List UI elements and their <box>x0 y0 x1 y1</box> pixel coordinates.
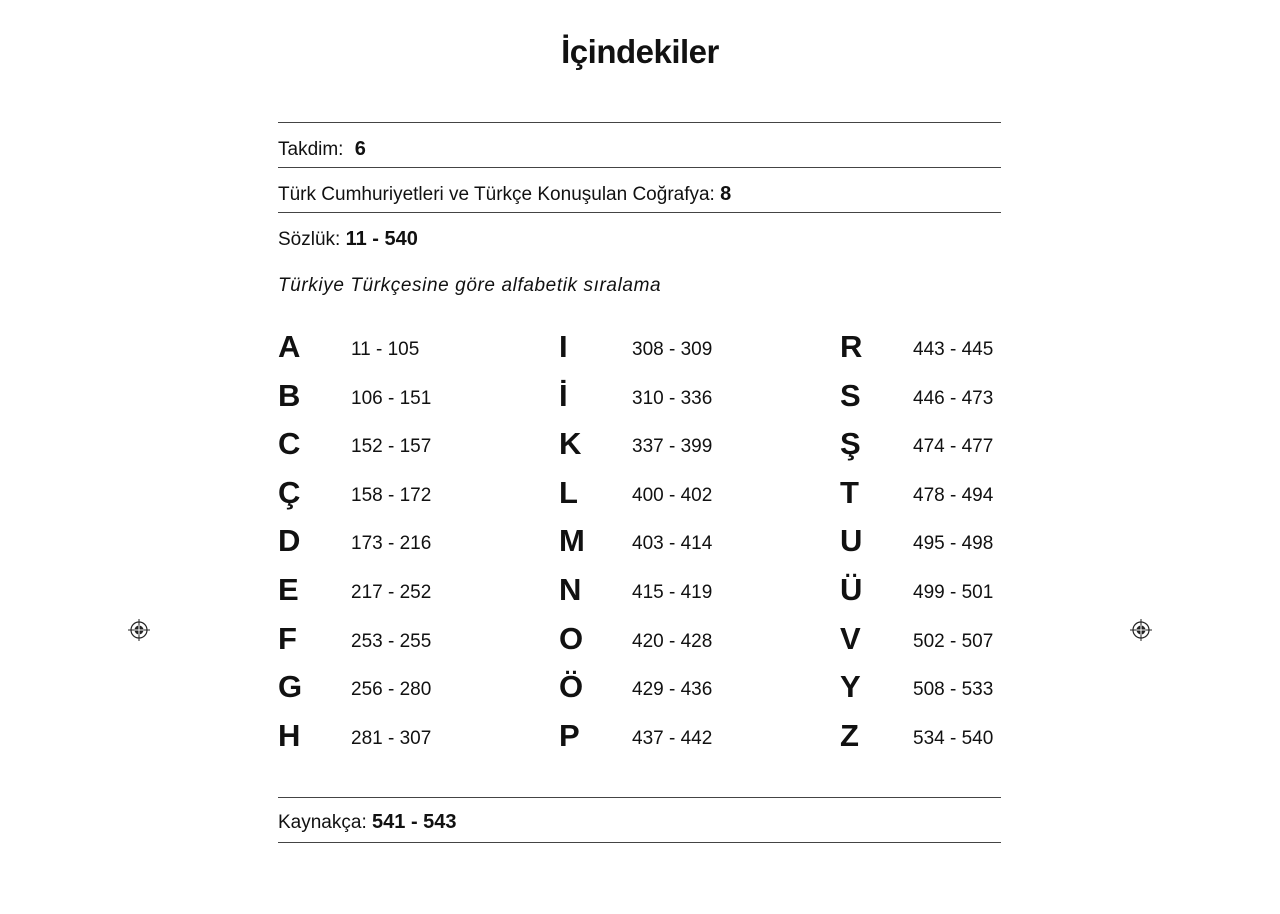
registration-mark-icon <box>1130 619 1152 641</box>
page-range: 310 - 336 <box>632 387 713 409</box>
divider <box>278 842 1001 843</box>
letter-entry <box>278 619 518 663</box>
takdim-label: Takdim: <box>278 139 344 160</box>
letter-entry <box>840 473 1080 517</box>
letter-entry <box>559 716 799 760</box>
page-range: 308 - 309 <box>632 339 713 360</box>
page-range: 446 - 473 <box>913 387 994 409</box>
letter-entry <box>278 473 518 517</box>
letter-index <box>278 327 1001 767</box>
page-title: İçindekiler <box>561 33 719 70</box>
letter: Ş <box>840 426 861 462</box>
letter: A <box>278 329 301 364</box>
page-range: 499 - 501 <box>913 582 994 603</box>
page-range: 502 - 507 <box>913 630 994 652</box>
letter: E <box>278 572 299 607</box>
letter-entry <box>840 521 1080 565</box>
letter: U <box>840 523 863 559</box>
letter: H <box>278 717 301 753</box>
letter-entry <box>278 667 518 711</box>
page-range: 253 - 255 <box>351 630 432 652</box>
kaynakca-label: Kaynakça: <box>278 812 367 833</box>
letter: M <box>559 523 585 559</box>
letter-entry <box>559 327 799 371</box>
page-range: 152 - 157 <box>351 436 432 458</box>
letter: Ç <box>278 474 301 510</box>
letter: Y <box>840 669 861 705</box>
page-range: 217 - 252 <box>351 582 432 603</box>
page-range: 337 - 399 <box>632 436 713 458</box>
page-range: 281 - 307 <box>351 727 432 749</box>
letter: B <box>278 377 301 413</box>
letter: C <box>278 426 301 462</box>
letter: D <box>278 523 301 559</box>
page-range: 429 - 436 <box>632 679 713 701</box>
letter-entry <box>840 619 1080 663</box>
letter-entry <box>840 424 1080 468</box>
letter: I <box>559 329 568 364</box>
divider <box>278 212 1001 213</box>
page-range: 534 - 540 <box>913 727 994 749</box>
letter: L <box>559 474 578 510</box>
letter-entry <box>840 716 1080 760</box>
page-range: 11 - 105 <box>351 339 420 360</box>
letter: Z <box>840 717 859 753</box>
letter: Ö <box>559 669 584 705</box>
takdim-page: 6 <box>354 138 366 160</box>
turk-cumhuriyetleri-page: 8 <box>720 183 732 205</box>
letter: S <box>840 377 861 413</box>
page-range: 495 - 498 <box>913 533 994 555</box>
page-range: 173 - 216 <box>351 533 432 555</box>
letter-entry <box>840 570 1080 614</box>
turk-cumhuriyetleri-label: Türk Cumhuriyetleri ve Türkçe Konuşulan Coğrafya: <box>278 184 715 205</box>
alphabetical-order-note: Türkiye Türkçesine göre alfabetik sıralama <box>278 275 662 296</box>
takdim-entry <box>278 137 366 162</box>
sozluk-label: Sözlük: <box>278 229 341 250</box>
page-range: 106 - 151 <box>351 387 432 409</box>
letter: Ü <box>840 572 863 607</box>
letter-entry <box>559 570 799 614</box>
letter-entry <box>840 327 1080 371</box>
letter: O <box>559 620 584 656</box>
kaynakca-entry <box>278 810 457 835</box>
letter: G <box>278 669 303 705</box>
page-range: 400 - 402 <box>632 484 713 506</box>
divider <box>278 122 1001 123</box>
letter-entry <box>278 521 518 565</box>
page-range: 403 - 414 <box>632 533 713 555</box>
divider <box>278 167 1001 168</box>
page-range: 508 - 533 <box>913 679 994 701</box>
letter-entry <box>278 376 518 420</box>
page-range: 256 - 280 <box>351 679 432 701</box>
turk-cumhuriyetleri-entry <box>278 182 731 207</box>
sozluk-pages: 11 - 540 <box>345 228 418 250</box>
page-range: 443 - 445 <box>913 339 994 360</box>
letter: T <box>840 474 859 510</box>
registration-mark-icon <box>128 619 150 641</box>
letter-entry <box>559 521 799 565</box>
letter-entry <box>278 327 518 371</box>
letter: İ <box>559 377 568 413</box>
page-range: 474 - 477 <box>913 436 994 458</box>
divider <box>278 797 1001 798</box>
letter-entry <box>278 716 518 760</box>
letter-entry <box>840 667 1080 711</box>
letter: P <box>559 717 580 753</box>
letter-entry <box>840 376 1080 420</box>
letter-entry <box>278 570 518 614</box>
letter: R <box>840 329 863 364</box>
letter-entry <box>559 619 799 663</box>
letter: V <box>840 620 861 656</box>
page-range: 437 - 442 <box>632 727 713 749</box>
letter-entry <box>559 667 799 711</box>
page-range: 415 - 419 <box>632 582 713 603</box>
letter: K <box>559 426 582 462</box>
page-range: 478 - 494 <box>913 484 994 506</box>
letter-entry <box>278 424 518 468</box>
kaynakca-pages: 541 - 543 <box>372 811 457 833</box>
sozluk-entry <box>278 227 418 252</box>
letter: N <box>559 572 582 607</box>
letter-entry <box>559 376 799 420</box>
letter-entry <box>559 473 799 517</box>
page-range: 420 - 428 <box>632 630 713 652</box>
letter-entry <box>559 424 799 468</box>
letter: F <box>278 620 297 656</box>
page-range: 158 - 172 <box>351 484 432 506</box>
